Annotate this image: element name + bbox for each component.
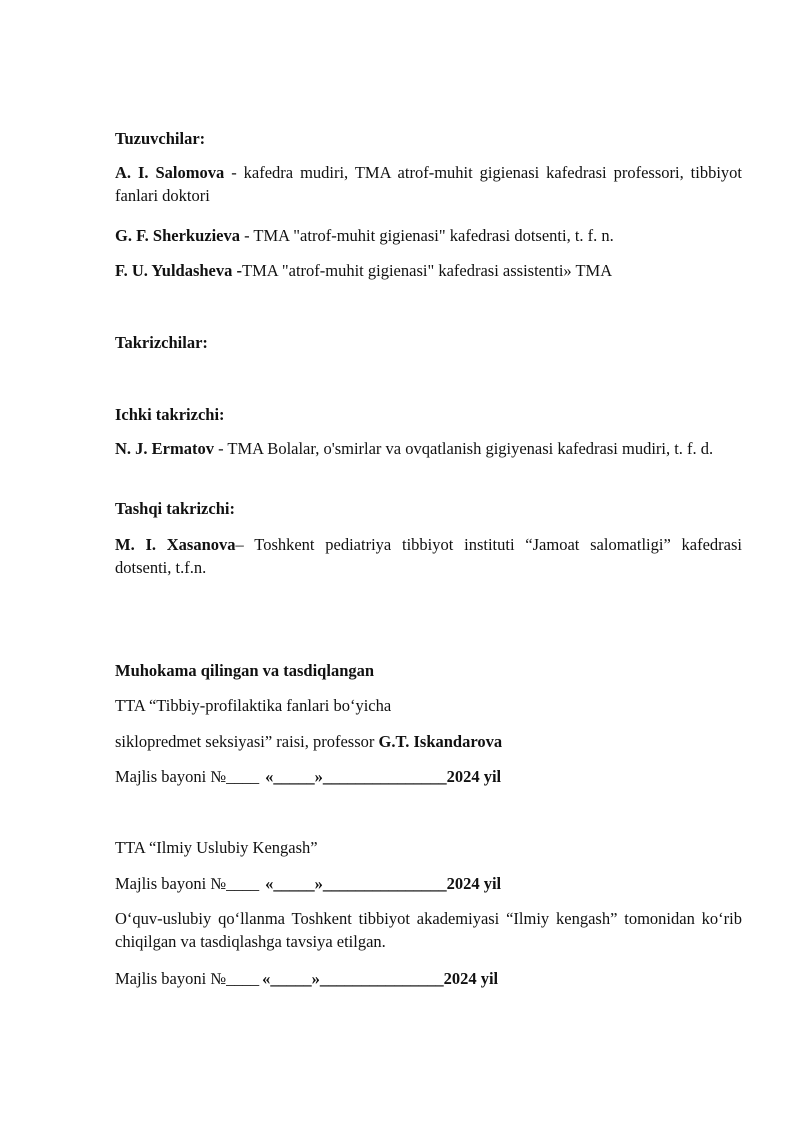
chair-name: G.T. Iskandarova: [378, 732, 503, 751]
authors-heading: Tuzuvchilar:: [115, 129, 206, 148]
author-entry: [115, 224, 742, 247]
council-line: TTA “Ilmiy Uslubiy Kengash”: [115, 838, 318, 857]
reviewer-description: - TMA Bolalar, o'smirlar va ovqatlanish gigiyenasi kafedrasi mudiri, t. f. d.: [213, 439, 714, 458]
external-reviewer-entry: [115, 533, 742, 579]
author-entry: [115, 259, 742, 282]
minutes-line: [115, 872, 742, 895]
internal-reviewer-entry: [115, 437, 742, 460]
manual-approval-text: O‘quv-uslubiy qo‘llanma Toshkent tibbiyot akademiyasi “Ilmiy kengash” tomonidan ko‘rib chiqilgan va tasdiqlashga tavsiya etilgan.: [115, 909, 742, 951]
author-name: F. U. Yuldasheva -: [115, 261, 242, 280]
minutes-label: Majlis bayoni №____: [115, 874, 260, 893]
reviewer-description: – Toshkent pediatriya tibbiyot instituti “Jamoat salomatligi” kafedrasi dotsenti, t.f.n.: [115, 535, 742, 577]
author-name: A. I. Salomova: [115, 163, 225, 182]
approval-line-2: siklopredmet seksiyasi” raisi, professor G.T. Iskandarova: [115, 732, 503, 751]
minutes-date: «_____»_______________2024 yil: [265, 767, 502, 786]
minutes-line: [115, 967, 742, 990]
reviewer-name: N. J. Ermatov: [115, 439, 214, 458]
author-description: - TMA "atrof-muhit gigienasi" kafedrasi dotsenti, t. f. n.: [239, 226, 614, 245]
author-name: G. F. Sherkuzieva: [115, 226, 240, 245]
minutes-date: «_____»_______________2024 yil: [262, 969, 499, 988]
minutes-line: [115, 765, 742, 788]
author-description: - kafedra mudiri, TMA atrof-muhit gigienasi kafedrasi professori, tibbiyot fanlari doktori: [115, 163, 742, 205]
external-reviewer-heading: Tashqi takrizchi:: [115, 499, 235, 518]
reviewer-name: M. I. Xasanova: [115, 535, 236, 554]
reviewers-heading: Takrizchilar:: [115, 333, 208, 352]
approval-line-1: TTA “Tibbiy-profilaktika fanlari bo‘yicha: [115, 696, 392, 715]
minutes-date: «_____»_______________2024 yil: [265, 874, 502, 893]
internal-reviewer-heading: Ichki takrizchi:: [115, 405, 225, 424]
minutes-label: Majlis bayoni №____: [115, 767, 260, 786]
minutes-label: Majlis bayoni №____: [115, 969, 260, 988]
approval-heading: Muhokama qilingan va tasdiqlangan: [115, 661, 375, 680]
author-description: TMA "atrof-muhit gigienasi" kafedrasi assistenti» TMA: [242, 261, 613, 280]
author-entry: [115, 161, 742, 207]
